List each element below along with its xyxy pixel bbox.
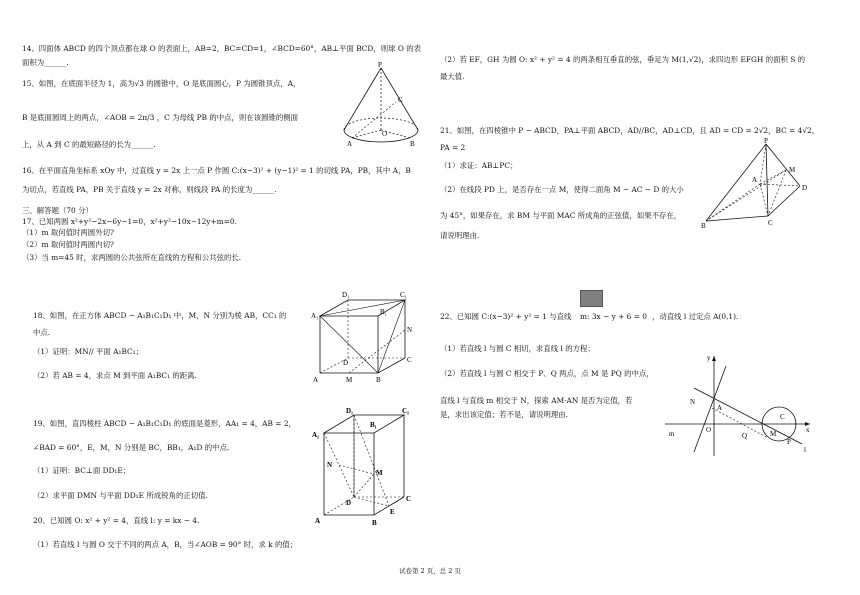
q16-line1: 16、在平面直角坐标系 xOy 中，过直线 y = 2x 上一点 P 作圆 C:(x−3)² + (y−1)² = 1 的切线 PA，PB，其中 A，B: [22, 166, 411, 175]
prism-label-E: E: [390, 508, 395, 516]
q22-line1-a: 22、已知圆 C:(x−3)² + y² = 1 与直线: [440, 312, 572, 321]
q19-line2: ∠BAD = 60°，E，M，N 分别是 BC，BB₁，A₁D 的中点.: [33, 443, 230, 452]
cube-label-D1: D₁: [342, 291, 350, 299]
q17-stem: 17、已知两圆 x²+y²−2x−6y−1=0，x²+y²−10x−12y+m=0.: [22, 217, 237, 226]
q22-line1-b: m: 3x − y + 6 = 0: [580, 312, 647, 321]
q20-line1: 20、已知圆 O: x² + y² = 4，直线 l: y = kx − 4.: [33, 516, 200, 525]
section-three-heading: 三、解答题（70 分）: [22, 206, 93, 215]
pyramid-label-A: A: [752, 176, 758, 184]
cone-label-A: A: [347, 140, 353, 147]
q22-part2-line2: 直线 l 与直线 m 相交于 N，探索 AM·AN 是否为定值，若: [440, 396, 633, 405]
pyramid-label-B: B: [701, 222, 706, 230]
q19-part1: （1）证明：BC⊥面 DD₁E；: [33, 466, 131, 475]
cube-figure: [310, 288, 420, 388]
cone-label-B: B: [410, 140, 415, 147]
prism-label-A1: A₁: [312, 431, 320, 439]
cube-label-B1: B₁: [380, 308, 388, 316]
q15-line1: 15、如图，在底面半径为 1，高为√3 的圆锥中，O 是底面圆心，P 为圆锥顶点，A，: [22, 79, 301, 88]
q20-part2-line2: 最大值.: [440, 72, 465, 81]
cone-figure: [338, 62, 423, 147]
q18-part2: （2）若 AB = 4，求点 M 到平面 A₁BC₁ 的距离.: [33, 371, 197, 380]
prism-label-B: B: [372, 519, 377, 527]
q15-line3: 上，从 A 到 C 的最短路径的长为______.: [22, 140, 156, 149]
q21-line1: 21、如图，在四棱锥中 P − ABCD，PA⊥平面 ABCD，AD//BC，AD⊥CD，且 AD = CD = 2√2，BC = 4√2，: [440, 126, 820, 135]
prism-label-B1: B₁: [370, 421, 377, 429]
coord-label-N: N: [690, 398, 696, 406]
coordinate-figure: [660, 352, 815, 460]
q19-part2: （2）求平面 DMN 与平面 DD₁E 所成锐角的正切值.: [33, 491, 208, 500]
q21-part2-line2: 为 45°，如果存在，求 BM 与平面 MAC 所成角的正弦值，如果不存在，: [440, 211, 682, 220]
q14-line1: 14、四面体 ABCD 的四个顶点都在球 O 的表面上，AB=2，BC=CD=1，∠BCD=60°，AB⊥平面 BCD，则球 O 的表: [22, 44, 422, 53]
q18-line1: 18、如图，在正方体 ABCD − A₁B₁C₁D₁ 中，M，N 分别为棱 AB，CC₁ 的: [33, 311, 287, 320]
prism-label-M: M: [376, 469, 383, 477]
cube-label-M: M: [346, 376, 353, 384]
pyramid-label-M: M: [789, 166, 796, 174]
cone-label-C: C: [398, 96, 403, 104]
prism-label-C1: C₁: [402, 407, 410, 415]
coord-label-P: P: [787, 438, 791, 446]
cube-label-B: B: [376, 376, 381, 384]
coord-label-Q: Q: [742, 432, 748, 440]
q22-part2-line1: （2）若直线 l 与圆 C 相交于 P、Q 两点，点 M 是 PQ 的中点，: [440, 369, 654, 378]
cube-label-N: N: [407, 326, 413, 334]
pyramid-label-P: P: [764, 137, 768, 145]
coord-label-O: O: [706, 426, 712, 434]
coord-label-y: y: [707, 354, 711, 362]
q21-line2: PA = 2: [440, 143, 466, 152]
cone-label-O: O: [382, 130, 388, 138]
q14-line2: 面积为______.: [22, 58, 69, 67]
prism-label-A: A: [315, 517, 321, 525]
redaction-box: [580, 290, 603, 307]
q18-part1: （1）证明：MN// 平面 A₁BC₁；: [33, 347, 144, 356]
cube-label-C: C: [407, 356, 412, 364]
cube-label-C1: C₁: [400, 291, 408, 299]
prism-label-C: C: [406, 495, 412, 503]
coord-label-l: l: [804, 446, 806, 454]
q15-line2: B 是底面圆周上的两点，∠AOB = 2π/3 ，C 为母线 PB 的中点，则在该圆锥的侧面: [22, 113, 299, 122]
q17-part1: （1）m 取何值时两圆外切?: [22, 228, 114, 237]
pyramid-label-D: D: [802, 184, 808, 192]
q22-part2-line3: 是，求出该定值；若不是，请说明理由.: [440, 410, 568, 419]
q21-part2-line1: （2）在线段 PD 上，是否存在一点 M，使得二面角 M − AC − D 的大小: [440, 185, 684, 194]
coord-label-C: C: [780, 413, 785, 421]
coord-label-x: x: [806, 426, 810, 434]
prism-figure: [310, 405, 420, 530]
coord-label-m: m: [669, 430, 675, 438]
q16-line2: 为切点，若直线 PA，PB 关于直线 y = 2x 对称，则线段 PA 的长度为______.: [22, 185, 277, 194]
cone-label-P: P: [378, 62, 382, 69]
prism-label-D1: D₁: [346, 407, 354, 415]
coord-label-M: M: [770, 430, 777, 438]
q17-part3: （3）当 m=45 时，求两圆的公共弦所在直线的方程和公共弦的长.: [22, 253, 242, 262]
q20-part1: （1）若直线 l 与圆 O 交于不同的两点 A，B，当∠AOB = 90° 时，求 k 的值；: [33, 540, 298, 549]
q17-part2: （2）m 取何值时两圆内切?: [22, 240, 114, 249]
q19-line1: 19、如图，直四棱柱 ABCD − A₁B₁C₁D₁ 的底面是菱形，AA₁ = 4，AB = 2，: [33, 419, 296, 428]
pyramid-label-C: C: [768, 219, 773, 227]
pyramid-figure: [700, 136, 812, 231]
q21-part1: （1）求证：AB⊥PC；: [440, 161, 518, 170]
prism-label-N: N: [327, 461, 333, 469]
cube-label-D: D: [343, 359, 349, 367]
page-footer: 试卷第 2 页，总 2 页: [398, 567, 462, 575]
q18-line2: 中点.: [33, 328, 51, 337]
prism-label-D: D: [346, 499, 352, 507]
cube-label-A1: A₁: [311, 312, 319, 320]
q20-part2-line1: （2）若 EF，GH 为圆 O: x² + y² = 4 的两条相互垂直的弦，垂足为 M(1,√2)，求四边形 EFGH 的面积 S 的: [440, 55, 806, 64]
q21-part2-line3: 请说明理由.: [440, 231, 480, 240]
q22-line1-c: ，动直线 l 过定点 A(0,1).: [652, 312, 739, 321]
q22-part1: （1）若直线 l 与圆 C 相切，求直线 l 的方程；: [440, 344, 595, 353]
cube-label-A: A: [313, 376, 319, 384]
coord-label-A: A: [717, 404, 723, 412]
